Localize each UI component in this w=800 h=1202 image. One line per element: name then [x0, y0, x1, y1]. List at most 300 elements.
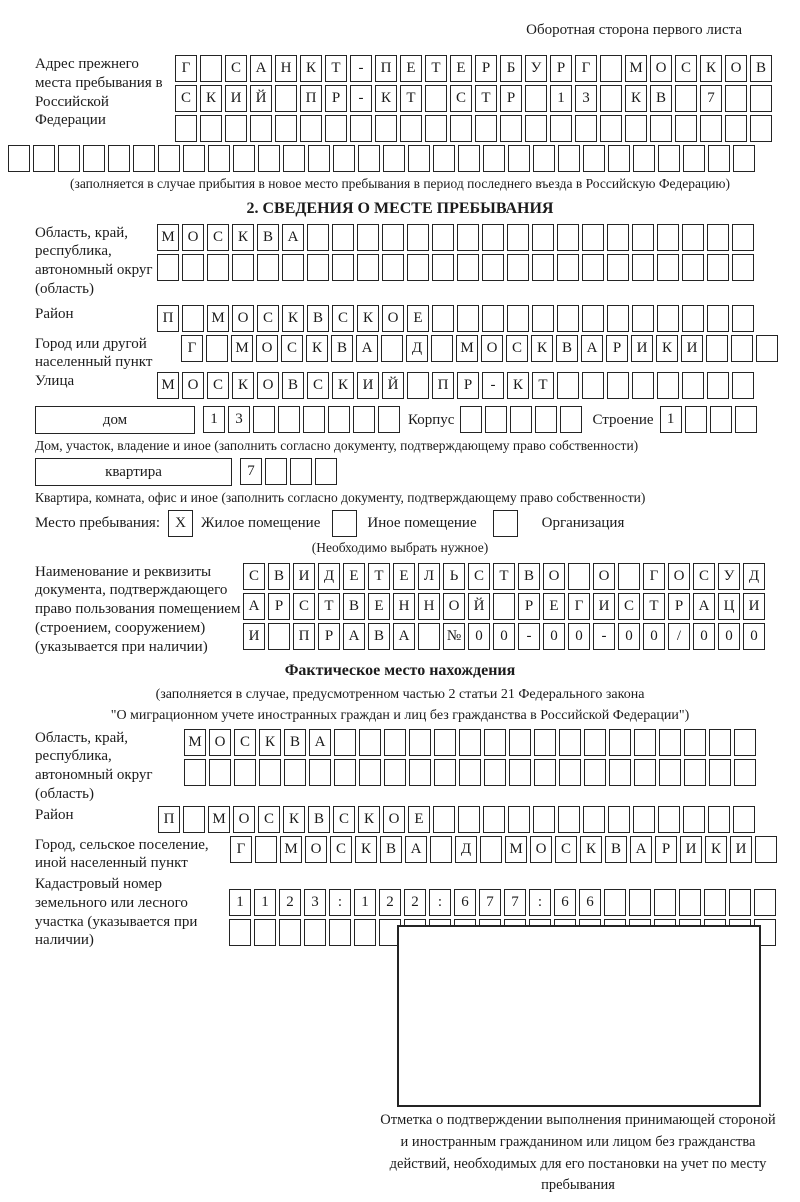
char-cell[interactable] — [493, 593, 515, 620]
char-cell[interactable]: А — [243, 593, 265, 620]
char-cell[interactable]: Т — [425, 55, 447, 82]
char-cell[interactable] — [532, 305, 554, 332]
char-cell[interactable]: Р — [668, 593, 690, 620]
char-cell[interactable] — [600, 85, 622, 112]
char-cell[interactable]: С — [330, 836, 352, 863]
char-cell[interactable]: 7 — [504, 889, 526, 916]
char-cell[interactable]: - — [593, 623, 615, 650]
char-cell[interactable] — [307, 254, 329, 281]
char-cell[interactable] — [408, 145, 430, 172]
char-cell[interactable] — [409, 759, 431, 786]
char-cell[interactable] — [575, 115, 597, 142]
char-cell[interactable] — [303, 406, 325, 433]
char-cell[interactable] — [633, 145, 655, 172]
char-cell[interactable] — [284, 759, 306, 786]
char-cell[interactable] — [254, 919, 276, 946]
char-cell[interactable] — [184, 759, 206, 786]
char-cell[interactable] — [560, 406, 582, 433]
char-cell[interactable] — [618, 563, 640, 590]
char-cell[interactable] — [550, 115, 572, 142]
char-cell[interactable] — [509, 729, 531, 756]
char-cell[interactable]: Д — [318, 563, 340, 590]
char-cell[interactable]: Р — [457, 372, 479, 399]
char-cell[interactable]: О — [668, 563, 690, 590]
char-cell[interactable] — [682, 224, 704, 251]
char-cell[interactable] — [632, 372, 654, 399]
char-cell[interactable]: 3 — [575, 85, 597, 112]
char-cell[interactable]: : — [529, 889, 551, 916]
char-cell[interactable] — [359, 729, 381, 756]
char-cell[interactable]: / — [668, 623, 690, 650]
char-cell[interactable]: К — [625, 85, 647, 112]
char-cell[interactable] — [658, 806, 680, 833]
char-cell[interactable] — [108, 145, 130, 172]
char-cell[interactable] — [175, 115, 197, 142]
char-cell[interactable] — [558, 145, 580, 172]
char-cell[interactable] — [608, 806, 630, 833]
char-cell[interactable] — [425, 85, 447, 112]
char-cell[interactable] — [354, 919, 376, 946]
char-cell[interactable]: С — [225, 55, 247, 82]
char-cell[interactable] — [557, 305, 579, 332]
char-cell[interactable]: А — [309, 729, 331, 756]
char-cell[interactable]: Й — [250, 85, 272, 112]
char-cell[interactable] — [508, 806, 530, 833]
char-cell[interactable]: А — [630, 836, 652, 863]
inoe-checkbox[interactable] — [332, 510, 357, 537]
char-cell[interactable] — [275, 115, 297, 142]
char-cell[interactable]: 3 — [228, 406, 250, 433]
char-cell[interactable] — [207, 254, 229, 281]
char-cell[interactable] — [433, 145, 455, 172]
char-cell[interactable]: 0 — [568, 623, 590, 650]
char-cell[interactable] — [58, 145, 80, 172]
char-cell[interactable]: 7 — [479, 889, 501, 916]
char-cell[interactable] — [532, 254, 554, 281]
organizatsiya-checkbox[interactable] — [493, 510, 518, 537]
char-cell[interactable]: Е — [393, 563, 415, 590]
char-cell[interactable] — [734, 759, 756, 786]
char-cell[interactable]: В — [605, 836, 627, 863]
char-cell[interactable] — [382, 254, 404, 281]
char-cell[interactable] — [707, 372, 729, 399]
char-cell[interactable] — [634, 729, 656, 756]
char-cell[interactable]: В — [556, 335, 578, 362]
char-cell[interactable]: 0 — [693, 623, 715, 650]
char-cell[interactable] — [182, 305, 204, 332]
char-cell[interactable]: М — [207, 305, 229, 332]
char-cell[interactable]: П — [375, 55, 397, 82]
char-cell[interactable]: М — [505, 836, 527, 863]
char-cell[interactable]: А — [356, 335, 378, 362]
char-cell[interactable] — [754, 889, 776, 916]
char-cell[interactable] — [725, 85, 747, 112]
char-cell[interactable]: Ц — [718, 593, 740, 620]
char-cell[interactable]: А — [343, 623, 365, 650]
char-cell[interactable] — [525, 85, 547, 112]
char-cell[interactable] — [432, 224, 454, 251]
char-cell[interactable]: С — [618, 593, 640, 620]
char-cell[interactable] — [133, 145, 155, 172]
char-cell[interactable]: В — [343, 593, 365, 620]
char-cell[interactable]: 0 — [643, 623, 665, 650]
char-cell[interactable] — [582, 305, 604, 332]
char-cell[interactable]: М — [208, 806, 230, 833]
char-cell[interactable]: Е — [400, 55, 422, 82]
char-cell[interactable]: Е — [407, 305, 429, 332]
char-cell[interactable]: Р — [518, 593, 540, 620]
char-cell[interactable] — [609, 729, 631, 756]
char-cell[interactable] — [659, 729, 681, 756]
char-cell[interactable] — [334, 759, 356, 786]
char-cell[interactable] — [253, 406, 275, 433]
char-cell[interactable] — [675, 115, 697, 142]
char-cell[interactable] — [450, 115, 472, 142]
char-cell[interactable] — [258, 145, 280, 172]
char-cell[interactable] — [600, 55, 622, 82]
char-cell[interactable]: С — [675, 55, 697, 82]
char-cell[interactable] — [332, 224, 354, 251]
char-cell[interactable]: О — [382, 305, 404, 332]
char-cell[interactable]: И — [743, 593, 765, 620]
char-cell[interactable] — [283, 145, 305, 172]
char-cell[interactable]: 0 — [743, 623, 765, 650]
char-cell[interactable] — [707, 305, 729, 332]
char-cell[interactable]: Н — [418, 593, 440, 620]
char-cell[interactable]: М — [280, 836, 302, 863]
char-cell[interactable]: В — [368, 623, 390, 650]
char-cell[interactable]: С — [307, 372, 329, 399]
char-cell[interactable]: Е — [450, 55, 472, 82]
char-cell[interactable]: И — [225, 85, 247, 112]
zhiloe-checkbox[interactable]: X — [168, 510, 193, 537]
char-cell[interactable]: О — [232, 305, 254, 332]
char-cell[interactable] — [732, 305, 754, 332]
char-cell[interactable]: С — [332, 305, 354, 332]
char-cell[interactable]: О — [443, 593, 465, 620]
char-cell[interactable]: В — [307, 305, 329, 332]
char-cell[interactable]: К — [355, 836, 377, 863]
char-cell[interactable] — [33, 145, 55, 172]
char-cell[interactable]: М — [231, 335, 253, 362]
char-cell[interactable] — [279, 919, 301, 946]
char-cell[interactable] — [709, 729, 731, 756]
char-cell[interactable] — [480, 836, 502, 863]
char-cell[interactable] — [534, 729, 556, 756]
char-cell[interactable] — [206, 335, 228, 362]
char-cell[interactable]: С — [293, 593, 315, 620]
char-cell[interactable]: О — [182, 224, 204, 251]
char-cell[interactable] — [625, 115, 647, 142]
char-cell[interactable]: Г — [643, 563, 665, 590]
char-cell[interactable] — [384, 729, 406, 756]
char-cell[interactable] — [457, 224, 479, 251]
char-cell[interactable] — [725, 115, 747, 142]
char-cell[interactable] — [582, 254, 604, 281]
char-cell[interactable] — [157, 254, 179, 281]
char-cell[interactable]: 1 — [660, 406, 682, 433]
char-cell[interactable] — [182, 254, 204, 281]
char-cell[interactable] — [675, 85, 697, 112]
char-cell[interactable] — [732, 372, 754, 399]
char-cell[interactable] — [607, 224, 629, 251]
char-cell[interactable] — [358, 145, 380, 172]
char-cell[interactable] — [755, 836, 777, 863]
char-cell[interactable]: О — [256, 335, 278, 362]
char-cell[interactable] — [357, 254, 379, 281]
char-cell[interactable]: К — [375, 85, 397, 112]
char-cell[interactable]: К — [332, 372, 354, 399]
char-cell[interactable]: О — [530, 836, 552, 863]
char-cell[interactable]: Р — [268, 593, 290, 620]
char-cell[interactable]: Ь — [443, 563, 465, 590]
char-cell[interactable]: Н — [393, 593, 415, 620]
char-cell[interactable]: Т — [643, 593, 665, 620]
char-cell[interactable]: У — [718, 563, 740, 590]
char-cell[interactable] — [384, 759, 406, 786]
char-cell[interactable] — [430, 836, 452, 863]
char-cell[interactable] — [325, 115, 347, 142]
char-cell[interactable]: М — [184, 729, 206, 756]
char-cell[interactable] — [700, 115, 722, 142]
char-cell[interactable]: О — [650, 55, 672, 82]
char-cell[interactable] — [607, 372, 629, 399]
char-cell[interactable]: П — [432, 372, 454, 399]
char-cell[interactable] — [259, 759, 281, 786]
char-cell[interactable]: М — [456, 335, 478, 362]
char-cell[interactable]: Г — [568, 593, 590, 620]
char-cell[interactable] — [484, 759, 506, 786]
char-cell[interactable] — [375, 115, 397, 142]
char-cell[interactable]: М — [625, 55, 647, 82]
char-cell[interactable] — [409, 729, 431, 756]
char-cell[interactable]: А — [693, 593, 715, 620]
char-cell[interactable] — [275, 85, 297, 112]
char-cell[interactable] — [756, 335, 778, 362]
char-cell[interactable]: К — [282, 305, 304, 332]
char-cell[interactable]: О — [725, 55, 747, 82]
char-cell[interactable]: О — [383, 806, 405, 833]
char-cell[interactable]: 1 — [550, 85, 572, 112]
char-cell[interactable] — [307, 224, 329, 251]
char-cell[interactable]: О — [481, 335, 503, 362]
char-cell[interactable]: И — [243, 623, 265, 650]
char-cell[interactable]: : — [329, 889, 351, 916]
char-cell[interactable] — [282, 254, 304, 281]
char-cell[interactable] — [733, 806, 755, 833]
char-cell[interactable]: Т — [475, 85, 497, 112]
char-cell[interactable]: О — [182, 372, 204, 399]
char-cell[interactable] — [608, 145, 630, 172]
char-cell[interactable] — [407, 254, 429, 281]
char-cell[interactable]: О — [543, 563, 565, 590]
char-cell[interactable]: 3 — [304, 889, 326, 916]
char-cell[interactable] — [359, 759, 381, 786]
char-cell[interactable] — [407, 224, 429, 251]
char-cell[interactable]: Р — [550, 55, 572, 82]
char-cell[interactable] — [457, 254, 479, 281]
char-cell[interactable] — [457, 305, 479, 332]
char-cell[interactable]: Б — [500, 55, 522, 82]
char-cell[interactable]: 1 — [254, 889, 276, 916]
char-cell[interactable]: Р — [655, 836, 677, 863]
char-cell[interactable] — [357, 224, 379, 251]
char-cell[interactable] — [750, 85, 772, 112]
char-cell[interactable] — [657, 305, 679, 332]
char-cell[interactable] — [583, 145, 605, 172]
char-cell[interactable] — [685, 406, 707, 433]
char-cell[interactable] — [304, 919, 326, 946]
char-cell[interactable]: О — [305, 836, 327, 863]
char-cell[interactable] — [400, 115, 422, 142]
char-cell[interactable] — [229, 919, 251, 946]
char-cell[interactable]: Р — [606, 335, 628, 362]
char-cell[interactable]: В — [518, 563, 540, 590]
char-cell[interactable]: А — [250, 55, 272, 82]
char-cell[interactable] — [278, 406, 300, 433]
char-cell[interactable] — [208, 145, 230, 172]
char-cell[interactable] — [265, 458, 287, 485]
char-cell[interactable] — [683, 145, 705, 172]
char-cell[interactable] — [332, 254, 354, 281]
char-cell[interactable]: О — [233, 806, 255, 833]
char-cell[interactable]: 7 — [700, 85, 722, 112]
char-cell[interactable]: В — [750, 55, 772, 82]
char-cell[interactable] — [632, 254, 654, 281]
char-cell[interactable] — [659, 759, 681, 786]
char-cell[interactable] — [735, 406, 757, 433]
char-cell[interactable] — [458, 806, 480, 833]
char-cell[interactable] — [200, 55, 222, 82]
char-cell[interactable] — [709, 759, 731, 786]
char-cell[interactable] — [710, 406, 732, 433]
char-cell[interactable] — [8, 145, 30, 172]
char-cell[interactable] — [250, 115, 272, 142]
char-cell[interactable] — [729, 889, 751, 916]
char-cell[interactable]: Р — [500, 85, 522, 112]
char-cell[interactable]: Т — [318, 593, 340, 620]
char-cell[interactable] — [534, 759, 556, 786]
char-cell[interactable] — [582, 224, 604, 251]
char-cell[interactable] — [684, 729, 706, 756]
char-cell[interactable] — [568, 563, 590, 590]
char-cell[interactable]: 0 — [493, 623, 515, 650]
char-cell[interactable]: Г — [175, 55, 197, 82]
char-cell[interactable] — [158, 145, 180, 172]
char-cell[interactable] — [707, 254, 729, 281]
char-cell[interactable]: С — [555, 836, 577, 863]
char-cell[interactable]: К — [232, 372, 254, 399]
char-cell[interactable] — [500, 115, 522, 142]
char-cell[interactable]: К — [656, 335, 678, 362]
char-cell[interactable]: С — [693, 563, 715, 590]
char-cell[interactable]: К — [705, 836, 727, 863]
char-cell[interactable] — [425, 115, 447, 142]
char-cell[interactable] — [584, 729, 606, 756]
char-cell[interactable] — [329, 919, 351, 946]
char-cell[interactable]: Т — [400, 85, 422, 112]
char-cell[interactable]: О — [593, 563, 615, 590]
char-cell[interactable] — [654, 889, 676, 916]
char-cell[interactable]: Е — [368, 593, 390, 620]
char-cell[interactable]: Г — [181, 335, 203, 362]
char-cell[interactable] — [657, 254, 679, 281]
char-cell[interactable]: И — [593, 593, 615, 620]
char-cell[interactable]: 1 — [203, 406, 225, 433]
char-cell[interactable]: К — [306, 335, 328, 362]
char-cell[interactable] — [658, 145, 680, 172]
char-cell[interactable]: А — [282, 224, 304, 251]
char-cell[interactable] — [315, 458, 337, 485]
char-cell[interactable] — [353, 406, 375, 433]
char-cell[interactable] — [706, 335, 728, 362]
char-cell[interactable]: С — [207, 224, 229, 251]
char-cell[interactable]: М — [157, 224, 179, 251]
char-cell[interactable]: П — [300, 85, 322, 112]
char-cell[interactable] — [510, 406, 532, 433]
char-cell[interactable]: 0 — [618, 623, 640, 650]
char-cell[interactable] — [333, 145, 355, 172]
char-cell[interactable] — [434, 729, 456, 756]
char-cell[interactable]: - — [482, 372, 504, 399]
char-cell[interactable]: С — [468, 563, 490, 590]
char-cell[interactable] — [708, 806, 730, 833]
char-cell[interactable] — [483, 145, 505, 172]
char-cell[interactable]: Г — [230, 836, 252, 863]
char-cell[interactable]: В — [257, 224, 279, 251]
char-cell[interactable]: 0 — [718, 623, 740, 650]
char-cell[interactable]: - — [350, 85, 372, 112]
char-cell[interactable]: К — [531, 335, 553, 362]
char-cell[interactable]: Г — [575, 55, 597, 82]
char-cell[interactable]: И — [631, 335, 653, 362]
char-cell[interactable] — [535, 406, 557, 433]
char-cell[interactable] — [334, 729, 356, 756]
char-cell[interactable] — [432, 254, 454, 281]
char-cell[interactable] — [704, 889, 726, 916]
char-cell[interactable]: 7 — [240, 458, 262, 485]
char-cell[interactable]: А — [405, 836, 427, 863]
char-cell[interactable] — [632, 224, 654, 251]
char-cell[interactable]: Л — [418, 563, 440, 590]
char-cell[interactable] — [418, 623, 440, 650]
char-cell[interactable] — [309, 759, 331, 786]
char-cell[interactable] — [482, 305, 504, 332]
char-cell[interactable] — [183, 806, 205, 833]
char-cell[interactable] — [507, 224, 529, 251]
char-cell[interactable] — [382, 224, 404, 251]
char-cell[interactable] — [607, 254, 629, 281]
char-cell[interactable] — [557, 254, 579, 281]
char-cell[interactable]: - — [518, 623, 540, 650]
char-cell[interactable]: 1 — [354, 889, 376, 916]
char-cell[interactable] — [607, 305, 629, 332]
char-cell[interactable]: Д — [455, 836, 477, 863]
char-cell[interactable] — [483, 806, 505, 833]
char-cell[interactable]: И — [730, 836, 752, 863]
char-cell[interactable]: А — [393, 623, 415, 650]
char-cell[interactable] — [650, 115, 672, 142]
char-cell[interactable]: П — [158, 806, 180, 833]
char-cell[interactable] — [383, 145, 405, 172]
char-cell[interactable]: 2 — [379, 889, 401, 916]
char-cell[interactable]: Й — [382, 372, 404, 399]
char-cell[interactable]: К — [580, 836, 602, 863]
char-cell[interactable] — [734, 729, 756, 756]
char-cell[interactable] — [232, 254, 254, 281]
char-cell[interactable]: И — [293, 563, 315, 590]
char-cell[interactable]: К — [358, 806, 380, 833]
